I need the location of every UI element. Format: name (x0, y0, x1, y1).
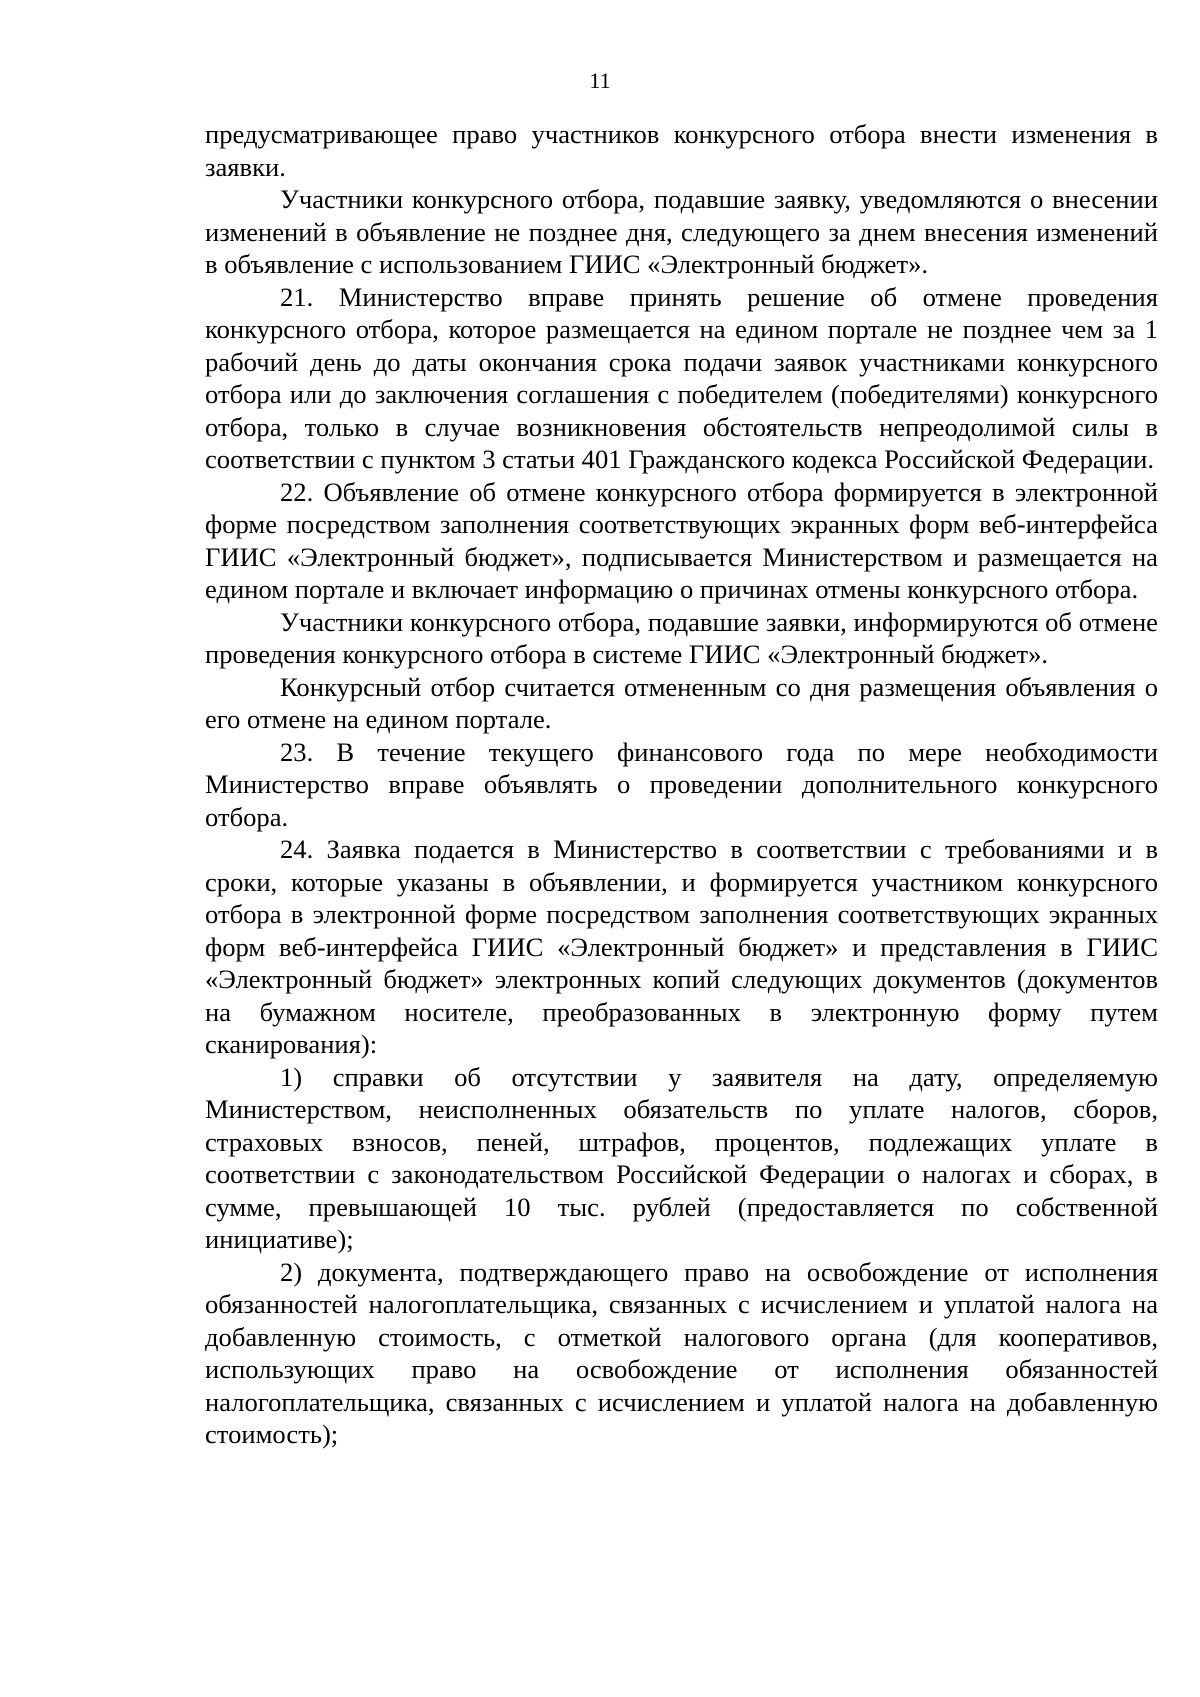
paragraph: Участники конкурсного отбора, подавшие заявки, информируются об отмене проведения конкурсного отбора в системе ГИИС «Электронный бюджет». (205, 606, 1158, 669)
paragraph: Конкурсный отбор считается отмененным со дня размещения объявления о его отмене на едином портале. (205, 671, 1158, 734)
document-body (205, 118, 1158, 1451)
page-number: 11 (589, 68, 611, 93)
paragraph-clause-22: 22. Объявление об отмене конкурсного отбора формируется в электронной форме посредством заполнения соответствующих экранных форм веб-интерфейса ГИИС «Электронный бюджет», подписывается Министерством и размещается на едином портале и включает информацию о причинах отмены конкурсного отбора. (205, 476, 1158, 604)
list-item-1: 1) справки об отсутствии у заявителя на дату, определяемую Министерством, неисполненных обязательств по уплате налогов, сборов, страховых взносов, пеней, штрафов, процентов, подлежащих уплате в соответствии с законодательством Российской Федерации о налогах и сборах, в сумме, превышающей 10 тыс. рублей (предоставляется по собственной инициативе); (205, 1061, 1158, 1254)
list-item-2: 2) документа, подтверждающего право на освобождение от исполнения обязанностей налогоплательщика, связанных с исчислением и уплатой налога на добавленную стоимость, с отметкой налогового органа (для кооперативов, использующих право на освобождение от исполнения обязанностей налогоплательщика, связанных с исчислением и уплатой налога на добавленную стоимость); (205, 1256, 1158, 1449)
paragraph: Участники конкурсного отбора, подавшие заявку, уведомляются о внесении изменений в объявление не позднее дня, следующего за днем внесения изменений в объявление с использованием ГИИС «Электронный бюджет». (205, 184, 1158, 279)
paragraph-clause-24: 24. Заявка подается в Министерство в соответствии с требованиями и в сроки, которые указаны в объявлении, и формируется участником конкурсного отбора в электронной форме посредством заполнения соответствующих экранных форм веб-интерфейса ГИИС «Электронный бюджет» и представления в ГИИС «Электронный бюджет» электронных копий следующих документов (документов на бумажном носителе, преобразованных в электронную форму путем сканирования): (205, 834, 1158, 1059)
paragraph-clause-21: 21. Министерство вправе принять решение об отмене проведения конкурсного отбора, которое размещается на едином портале не позднее чем за 1 рабочий день до даты окончания срока подачи заявок участниками конкурсного отбора или до заключения соглашения с победителем (победителями) конкурсного отбора, только в случае возникновения обстоятельств непреодолимой силы в соответствии с пунктом 3 статьи 401 Гражданского кодекса Российской Федерации. (205, 281, 1158, 474)
paragraph-clause-23: 23. В течение текущего финансового года по мере необходимости Министерство вправе объявлять о проведении дополнительного конкурсного отбора. (205, 736, 1158, 832)
paragraph: предусматривающее право участников конкурсного отбора внести изменения в заявки. (205, 119, 1158, 182)
